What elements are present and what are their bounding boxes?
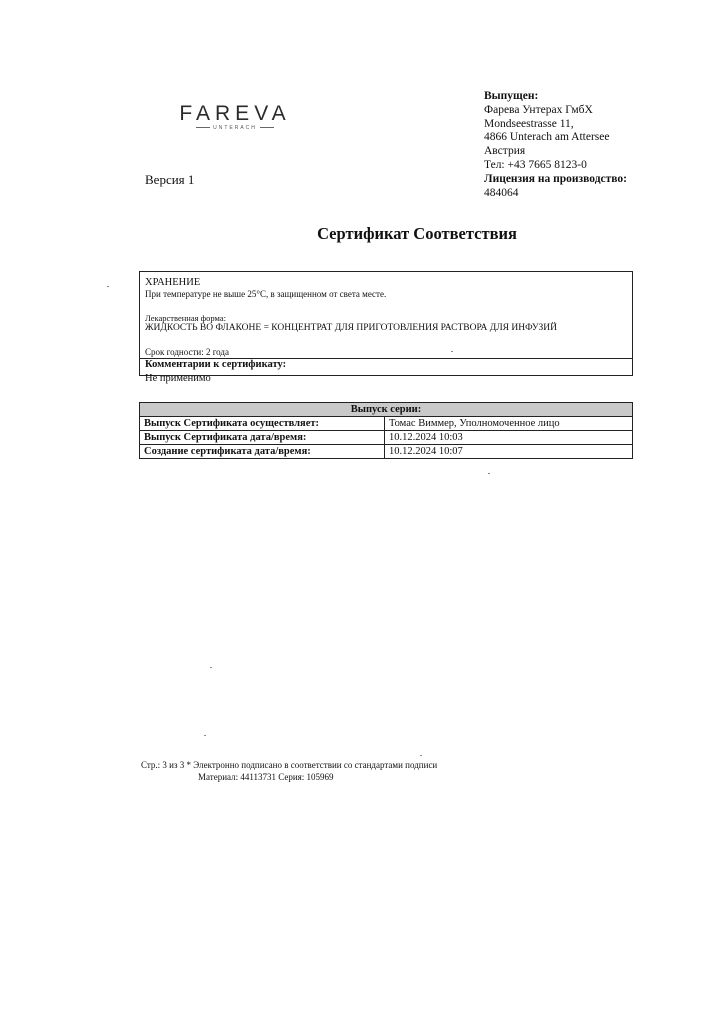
footer-material: Материал: 44113731 Серия: 105969 xyxy=(198,772,334,782)
issuer-line: Mondseestrasse 11, xyxy=(484,117,574,130)
batch-release-table xyxy=(139,402,633,459)
scan-speck xyxy=(204,735,206,736)
scan-speck xyxy=(210,667,212,668)
batch-release-heading: Выпуск серии: xyxy=(140,403,633,417)
footer-signature-note: Стр.: 3 из 3 * Электронно подписано в соответствии со стандартами подписи xyxy=(141,760,438,770)
issuer-heading: Выпущен: xyxy=(484,90,539,102)
row-value: 10.12.2024 10:07 xyxy=(385,445,633,459)
storage-text: При температуре не выше 25°С, в защищенном от света месте. xyxy=(145,289,387,299)
row-label: Создание сертификата дата/время: xyxy=(140,445,385,459)
scan-speck xyxy=(451,351,453,352)
issuer-line: Фарева Унтерах ГмбХ xyxy=(484,103,593,116)
license-label: Лицензия на производство: xyxy=(484,172,627,185)
shelf-life: Срок годности: 2 года xyxy=(145,347,229,357)
page-title: Сертификат Соответствия xyxy=(317,224,517,243)
row-value: 10.12.2024 10:03 xyxy=(385,431,633,445)
row-value: Томас Виммер, Уполномоченное лицо xyxy=(385,417,633,431)
version-label: Версия 1 xyxy=(145,172,195,187)
issuer-line: Тел: +43 7665 8123-0 xyxy=(484,158,587,171)
row-label: Выпуск Сертификата осуществляет: xyxy=(140,417,385,431)
table-row xyxy=(140,431,633,445)
storage-heading: ХРАНЕНИЕ xyxy=(145,277,201,288)
issuer-line: 4866 Unterach am Attersee xyxy=(484,131,610,144)
scan-speck xyxy=(488,473,490,474)
comments-value: Не применимо xyxy=(145,373,211,384)
issuer-block xyxy=(484,90,627,200)
storage-section xyxy=(139,271,633,376)
scan-speck xyxy=(420,755,422,756)
row-label: Выпуск Сертификата дата/время: xyxy=(140,431,385,445)
issuer-line: Австрия xyxy=(484,145,526,158)
logo-wordmark: FAREVA xyxy=(179,102,291,125)
table-row xyxy=(140,417,633,431)
logo-subtitle: UNTERACH xyxy=(160,125,310,131)
scan-speck xyxy=(107,286,109,287)
footer xyxy=(141,759,437,783)
company-logo xyxy=(160,102,310,131)
dosage-form-label: Лекарственная форма: xyxy=(145,313,226,323)
comments-heading: Комментарии к сертификату: xyxy=(145,359,287,370)
table-row xyxy=(140,445,633,459)
license-number: 484064 xyxy=(484,186,519,199)
table-header-row xyxy=(140,403,633,417)
dosage-form-value: ЖИДКОСТЬ ВО ФЛАКОНЕ = КОНЦЕНТРАТ ДЛЯ ПРИГОТОВЛЕНИЯ РАСТВОРА ДЛЯ ИНФУЗИЙ xyxy=(145,323,557,333)
